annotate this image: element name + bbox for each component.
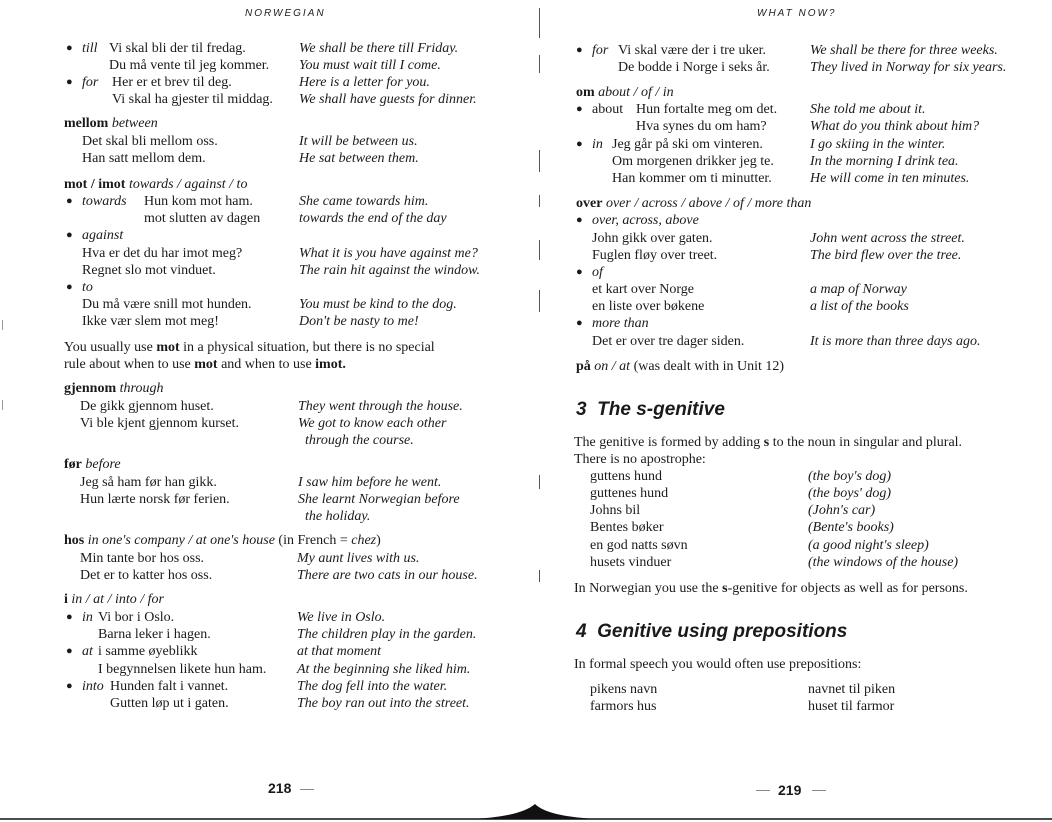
english-translation: a list of the books — [810, 299, 909, 314]
english-translation: through the course. — [305, 433, 414, 448]
preposition-gloss: towards / against / to — [128, 177, 248, 192]
english-translation: (John's car) — [808, 503, 876, 518]
english-translation: The children play in the garden. — [297, 627, 477, 642]
section-heading — [576, 399, 725, 421]
preposition-word: om — [576, 85, 595, 100]
text-run: s — [763, 435, 770, 450]
english-translation: Here is a letter for you. — [299, 75, 430, 90]
section-heading — [576, 621, 847, 643]
section-title: Genitive using prepositions — [597, 621, 848, 642]
explanation-paragraph — [64, 339, 435, 356]
english-translation: What it is you have against me? — [299, 246, 478, 261]
text-run: In Norwegian you use the — [574, 581, 719, 596]
preposition-word: mellom — [64, 116, 109, 131]
text-run: -genitive for objects as well as for persons. — [727, 581, 968, 596]
sense-label: ● of — [592, 264, 603, 281]
norwegian-example: Hun fortalte meg om det. — [636, 102, 778, 117]
sense-label: ● more than — [592, 315, 649, 332]
page-number-dash — [756, 790, 770, 791]
text-run: in a physical situation, but there is no special — [183, 340, 435, 355]
text-run: mot — [194, 357, 218, 372]
preposition-heading — [64, 380, 163, 397]
english-translation: The bird flew over the tree. — [810, 248, 962, 263]
preposition-gloss: in / at / into / for — [71, 592, 164, 607]
english-translation: (Bente's books) — [808, 520, 894, 535]
english-translation: It will be between us. — [299, 134, 418, 149]
norwegian-example: Min tante bor hos oss. — [80, 551, 205, 566]
body-text: In formal speech you would often use prepositions: — [574, 657, 862, 672]
text-run: to the noun in singular and plural. — [772, 435, 963, 450]
sense-label: ● in — [592, 136, 603, 153]
norwegian-example: Vi skal være der i tre uker. — [618, 43, 767, 58]
sense-label: ● till — [82, 40, 98, 57]
english-translation: You must wait till I come. — [299, 58, 441, 73]
sense-label: ● into — [82, 678, 104, 695]
text-run: s — [722, 581, 728, 596]
english-translation: (the boys' dog) — [808, 486, 892, 501]
english-translation: They went through the house. — [298, 399, 463, 414]
english-translation: The boy ran out into the street. — [297, 696, 470, 711]
norwegian-example: Du må vente til jeg kommer. — [109, 58, 270, 73]
preposition-note: ) — [376, 533, 381, 548]
norwegian-example: Han satt mellom dem. — [82, 151, 206, 166]
norwegian-example: Om morgenen drikker jeg te. — [612, 154, 774, 169]
preposition-heading — [64, 176, 247, 193]
norwegian-example: Bentes bøker — [590, 520, 664, 535]
preposition-gloss: over / across / above / of / more than — [605, 196, 812, 211]
norwegian-example: farmors hus — [590, 699, 657, 714]
preposition-gloss: about / of / in — [598, 85, 674, 100]
norwegian-example: en liste over bøkene — [592, 299, 705, 314]
page-number: 219 — [778, 782, 802, 798]
sense-label: ● about — [592, 101, 623, 118]
preposition-heading — [576, 195, 811, 212]
running-head: NORWEGIAN — [245, 8, 326, 19]
norwegian-example: John gikk over gaten. — [592, 231, 713, 246]
norwegian-example: i samme øyeblikk — [98, 644, 198, 659]
english-translation: We live in Oslo. — [297, 610, 386, 625]
norwegian-example: pikens navn — [590, 682, 658, 697]
english-translation: It is more than three days ago. — [810, 334, 981, 349]
preposition-gloss: through — [119, 381, 164, 396]
english-translation: You must be kind to the dog. — [299, 297, 457, 312]
sense-label: ● over, across, above — [592, 212, 699, 229]
preposition-note: (in French = — [278, 533, 348, 548]
norwegian-example: I begynnelsen likete hun ham. — [98, 662, 267, 677]
english-translation: We shall be there till Friday. — [299, 41, 459, 56]
preposition-word: gjennom — [64, 381, 117, 396]
norwegian-example: Det er over tre dager siden. — [592, 334, 745, 349]
norwegian-example: Jeg så ham før han gikk. — [80, 475, 217, 490]
english-translation: There are two cats in our house. — [297, 568, 478, 583]
english-translation: They lived in Norway for six years. — [810, 60, 1007, 75]
english-translation: She told me about it. — [810, 102, 926, 117]
norwegian-example: Han kommer om ti minutter. — [612, 171, 772, 186]
norwegian-example: Ikke vær slem mot meg! — [82, 314, 219, 329]
preposition-heading — [64, 591, 164, 608]
preposition-note: (was dealt with in Unit 12) — [633, 359, 785, 374]
text-run: imot. — [315, 357, 346, 372]
norwegian-example: Hva synes du om ham? — [636, 119, 767, 134]
sense-label: ● in — [82, 609, 93, 626]
preposition-gloss: on / at — [594, 359, 631, 374]
english-translation: He sat between them. — [299, 151, 419, 166]
english-translation: At the beginning she liked him. — [297, 662, 471, 677]
english-translation: (a good night's sleep) — [808, 538, 929, 553]
norwegian-example: en god natts søvn — [590, 538, 688, 553]
sense-label: ● to — [82, 279, 93, 296]
preposition-word: på — [576, 359, 591, 374]
sense-label: ● for — [82, 74, 98, 91]
english-translation: What do you think about him? — [810, 119, 980, 134]
explanation-paragraph — [64, 356, 346, 373]
preposition-heading — [64, 115, 158, 132]
preposition-gloss: in one's company / at one's house — [87, 533, 275, 548]
right-page — [530, 0, 1052, 822]
norwegian-example: Johns bil — [590, 503, 641, 518]
sense-label: ● towards — [82, 193, 127, 210]
preposition-word: hos — [64, 533, 85, 548]
english-translation: In the morning I drink tea. — [810, 154, 959, 169]
body-text: There is no apostrophe: — [574, 452, 706, 467]
norwegian-example: Vi ble kjent gjennom kurset. — [80, 416, 239, 431]
preposition-word: i — [64, 592, 68, 607]
scan-mark — [2, 400, 3, 410]
norwegian-example: Vi skal ha gjester til middag. — [112, 92, 273, 107]
norwegian-example: Vi bor i Oslo. — [98, 610, 175, 625]
norwegian-example: De gikk gjennom huset. — [80, 399, 214, 414]
sense-label: ● at — [82, 643, 93, 660]
norwegian-example: Det er to katter hos oss. — [80, 568, 213, 583]
preposition-note: chez — [351, 533, 377, 548]
preposition-heading — [576, 84, 674, 101]
english-translation: I go skiing in the winter. — [810, 137, 946, 152]
norwegian-example: Hunden falt i vannet. — [110, 679, 229, 694]
norwegian-example: Hun lærte norsk før ferien. — [80, 492, 230, 507]
text-run: You usually use — [64, 340, 153, 355]
english-translation: Don't be nasty to me! — [299, 314, 419, 329]
english-translation: at that moment — [297, 644, 381, 659]
preposition-gloss: before — [85, 457, 121, 472]
norwegian-example: navnet til piken — [808, 682, 896, 697]
preposition-word: før — [64, 457, 82, 472]
sense-label: ● against — [82, 227, 123, 244]
norwegian-example: et kart over Norge — [592, 282, 694, 297]
running-head: WHAT NOW? — [757, 8, 837, 19]
preposition-word: over — [576, 196, 603, 211]
english-translation: I saw him before he went. — [298, 475, 442, 490]
english-translation: John went across the street. — [810, 231, 965, 246]
left-page — [0, 0, 525, 822]
norwegian-example: guttens hund — [590, 469, 662, 484]
english-translation: The dog fell into the water. — [297, 679, 448, 694]
preposition-heading — [64, 456, 121, 473]
page-number-dash — [812, 790, 826, 791]
norwegian-example: Du må være snill mot hunden. — [82, 297, 252, 312]
norwegian-example: Det skal bli mellom oss. — [82, 134, 218, 149]
text-run: mot — [156, 340, 180, 355]
norwegian-example: Regnet slo mot vinduet. — [82, 263, 216, 278]
body-text — [574, 434, 962, 451]
section-number: 3 — [576, 399, 587, 420]
page-number: 218 — [268, 780, 292, 796]
scan-mark — [2, 320, 3, 330]
english-translation: The rain hit against the window. — [299, 263, 480, 278]
english-translation: He will come in ten minutes. — [810, 171, 970, 186]
preposition-word: mot / imot — [64, 177, 126, 192]
english-translation: (the boy's dog) — [808, 469, 892, 484]
norwegian-example: Fuglen fløy over treet. — [592, 248, 718, 263]
norwegian-example: mot slutten av dagen — [144, 211, 261, 226]
page-number-dash — [300, 789, 314, 790]
section-number: 4 — [576, 621, 587, 642]
english-translation: (the windows of the house) — [808, 555, 959, 570]
norwegian-example: guttenes hund — [590, 486, 669, 501]
norwegian-example: Vi skal bli der til fredag. — [109, 41, 246, 56]
norwegian-example: Gutten løp ut i gaten. — [110, 696, 229, 711]
text-run: The genitive is formed by adding — [574, 435, 761, 450]
section-title: The s-genitive — [597, 399, 725, 420]
english-translation: We shall be there for three weeks. — [810, 43, 998, 58]
english-translation: She learnt Norwegian before — [298, 492, 460, 507]
norwegian-example: Hun kom mot ham. — [144, 194, 253, 209]
preposition-gloss: between — [111, 116, 158, 131]
english-translation: She came towards him. — [299, 194, 429, 209]
preposition-heading — [64, 532, 381, 549]
english-translation: We got to know each other — [298, 416, 447, 431]
sense-label: ● for — [592, 42, 608, 59]
norwegian-example: Her er et brev til deg. — [112, 75, 232, 90]
norwegian-example: huset til farmor — [808, 699, 895, 714]
english-translation: My aunt lives with us. — [297, 551, 420, 566]
text-run: rule about when to use — [64, 357, 191, 372]
english-translation: We shall have guests for dinner. — [299, 92, 477, 107]
text-run: and when to use — [221, 357, 312, 372]
norwegian-example: Jeg går på ski om vinteren. — [612, 137, 763, 152]
english-translation: towards the end of the day — [299, 211, 447, 226]
english-translation: the holiday. — [305, 509, 371, 524]
body-text — [574, 580, 968, 597]
norwegian-example: Hva er det du har imot meg? — [82, 246, 243, 261]
norwegian-example: husets vinduer — [590, 555, 672, 570]
norwegian-example: Barna leker i hagen. — [98, 627, 211, 642]
english-translation: a map of Norway — [810, 282, 907, 297]
norwegian-example: De bodde i Norge i seks år. — [618, 60, 770, 75]
preposition-heading — [576, 358, 784, 375]
